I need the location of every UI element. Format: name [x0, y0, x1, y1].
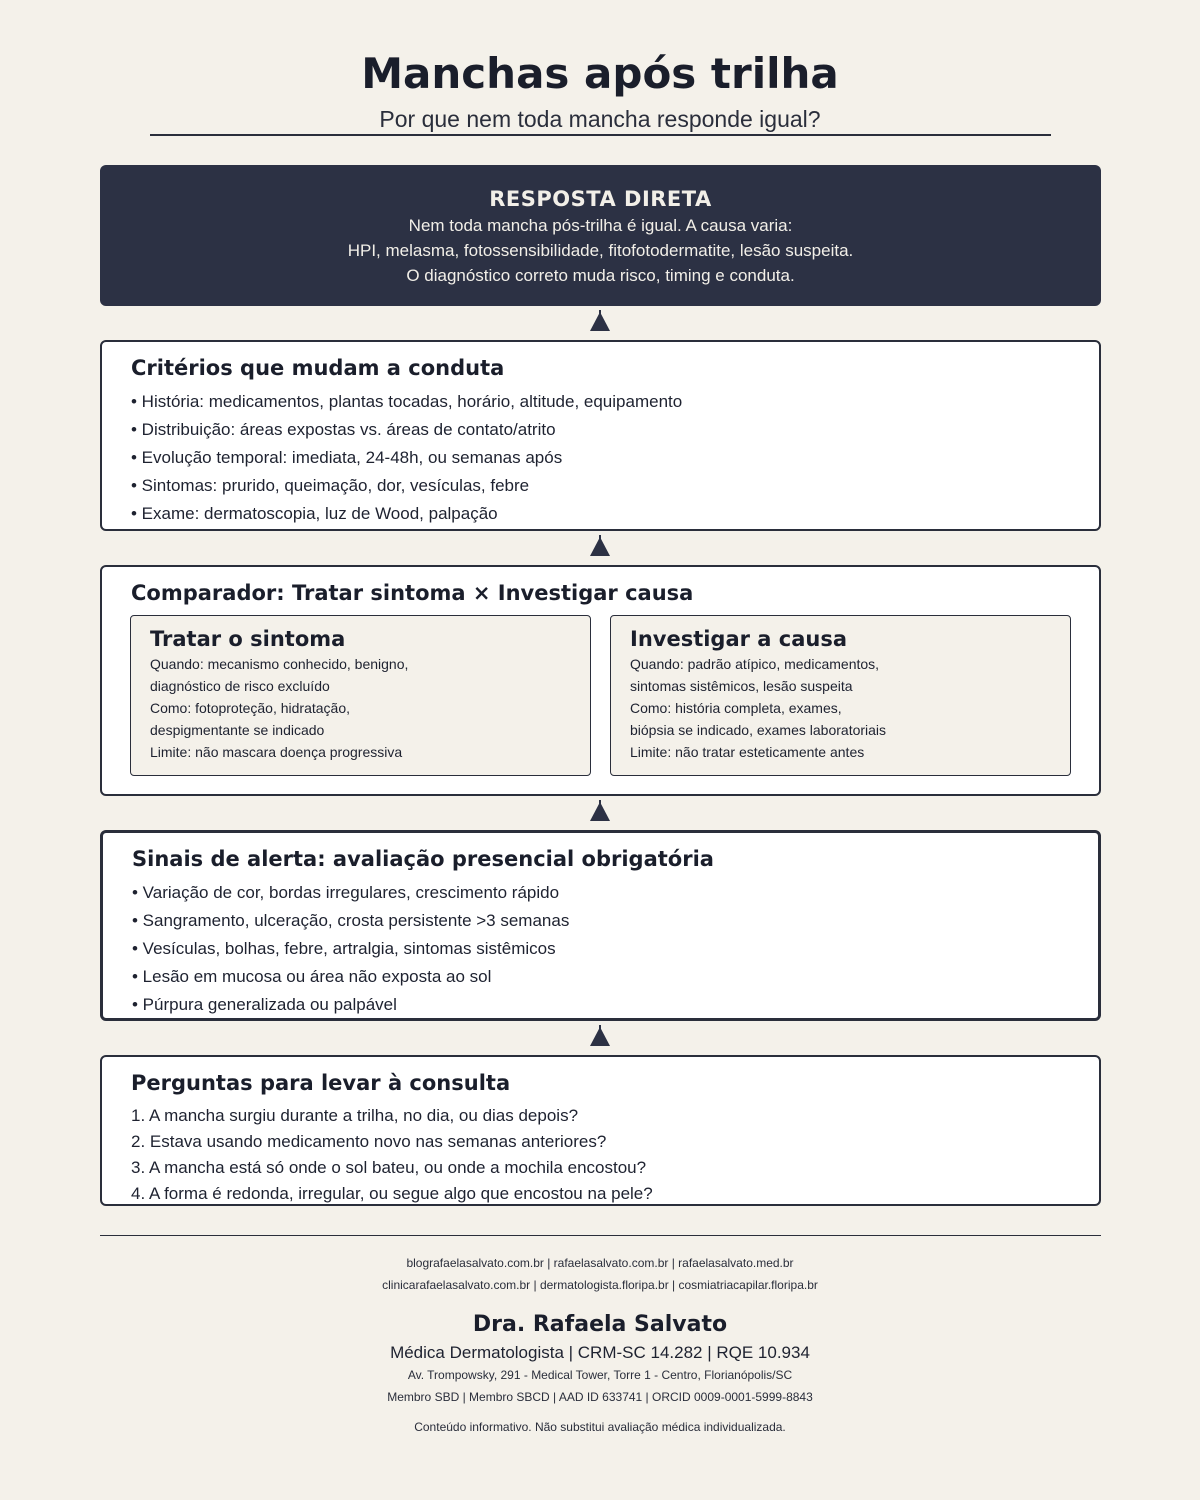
card-line: diagnóstico de risco excluído: [150, 678, 330, 694]
card-line: Como: história completa, exames,: [630, 700, 842, 716]
card-line: despigmentante se indicado: [150, 722, 325, 738]
arrow-up-icon: [589, 1025, 611, 1047]
page-subtitle: Por que nem toda mancha responde igual?: [379, 106, 821, 132]
list-item: • Variação de cor, bordas irregulares, crescimento rápido: [132, 883, 560, 902]
direct-answer-line: HPI, melasma, fotossensibilidade, fitofotodermatite, lesão suspeita.: [347, 241, 854, 260]
list-item: • Evolução temporal: imediata, 24-48h, ou semanas após: [131, 448, 563, 467]
card-line: Limite: não tratar esteticamente antes: [630, 744, 865, 760]
questions-list: [131, 1103, 653, 1207]
list-item: 4. A forma é redonda, irregular, ou segue algo que encostou na pele?: [131, 1184, 653, 1203]
list-item: • Lesão em mucosa ou área não exposta ao sol: [132, 967, 492, 986]
disclaimer: Conteúdo informativo. Não substitui avaliação médica individualizada.: [414, 1420, 786, 1434]
direct-answer-line: O diagnóstico correto muda risco, timing e conduta.: [406, 266, 795, 285]
card-line: Quando: padrão atípico, medicamentos,: [630, 656, 880, 672]
card-line: Limite: não mascara doença progressiva: [150, 744, 403, 760]
investigate-cause-card: [610, 615, 1071, 776]
card-line: biópsia se indicado, exames laboratoriais: [630, 722, 887, 738]
arrow-up-icon: [589, 800, 611, 822]
title-divider: [150, 134, 1051, 136]
comparator-box: [100, 565, 1101, 796]
list-item: • Sintomas: prurido, queimação, dor, vesículas, febre: [131, 476, 530, 495]
treat-symptom-card: [130, 615, 591, 776]
direct-answer-line: Nem toda mancha pós-trilha é igual. A causa varia:: [408, 216, 793, 235]
direct-answer-panel: [100, 165, 1101, 306]
card-line: Quando: mecanismo conhecido, benigno,: [150, 656, 409, 672]
list-item: • História: medicamentos, plantas tocadas, horário, altitude, equipamento: [131, 392, 683, 411]
list-item: 3. A mancha está só onde o sol bateu, ou onde a mochila encostou?: [131, 1158, 647, 1177]
list-item: • Exame: dermatoscopia, luz de Wood, palpação: [131, 504, 498, 523]
criteria-list: [131, 388, 682, 528]
list-item: 1. A mancha surgiu durante a trilha, no dia, ou dias depois?: [131, 1106, 579, 1125]
footer-divider: [100, 1235, 1101, 1236]
alert-signs-list: [132, 879, 569, 1019]
list-item: • Púrpura generalizada ou palpável: [132, 995, 397, 1014]
alert-signs-title: Sinais de alerta: avaliação presencial obrigatória: [132, 847, 714, 871]
direct-answer-heading: RESPOSTA DIRETA: [489, 187, 712, 211]
list-item: 2. Estava usando medicamento novo nas semanas anteriores?: [131, 1132, 607, 1151]
card-line: Como: fotoproteção, hidratação,: [150, 700, 351, 716]
investigate-cause-title: Investigar a causa: [630, 627, 848, 651]
arrow-up-icon: [589, 535, 611, 557]
criteria-box: [100, 340, 1101, 531]
footer-links-line: clinicarafaelasalvato.com.br | dermatologista.floripa.br | cosmiatriacapilar.floripa.br: [382, 1278, 818, 1292]
doctor-credentials: Médica Dermatologista | CRM-SC 14.282 | RQE 10.934: [390, 1343, 810, 1362]
page-title: Manchas após trilha: [361, 49, 839, 98]
criteria-title: Critérios que mudam a conduta: [131, 356, 505, 380]
memberships: Membro SBD | Membro SBCD | AAD ID 633741 | ORCID 0009-0001-5999-8843: [387, 1390, 813, 1404]
clinic-address: Av. Trompowsky, 291 - Medical Tower, Torre 1 - Centro, Florianópolis/SC: [407, 1368, 793, 1382]
footer-links-line: blografaelasalvato.com.br | rafaelasalvato.com.br | rafaelasalvato.med.br: [406, 1256, 794, 1270]
arrow-up-icon: [589, 310, 611, 332]
alert-signs-box: [100, 830, 1101, 1021]
questions-title: Perguntas para levar à consulta: [131, 1071, 511, 1095]
comparator-title: Comparador: Tratar sintoma × Investigar causa: [131, 581, 694, 605]
doctor-name: Dra. Rafaela Salvato: [472, 1312, 728, 1337]
treat-symptom-title: Tratar o sintoma: [150, 627, 346, 651]
card-line: sintomas sistêmicos, lesão suspeita: [630, 678, 853, 694]
list-item: • Sangramento, ulceração, crosta persistente >3 semanas: [132, 911, 570, 930]
questions-box: [100, 1055, 1101, 1206]
list-item: • Distribuição: áreas expostas vs. áreas de contato/atrito: [131, 420, 556, 439]
list-item: • Vesículas, bolhas, febre, artralgia, sintomas sistêmicos: [132, 939, 556, 958]
